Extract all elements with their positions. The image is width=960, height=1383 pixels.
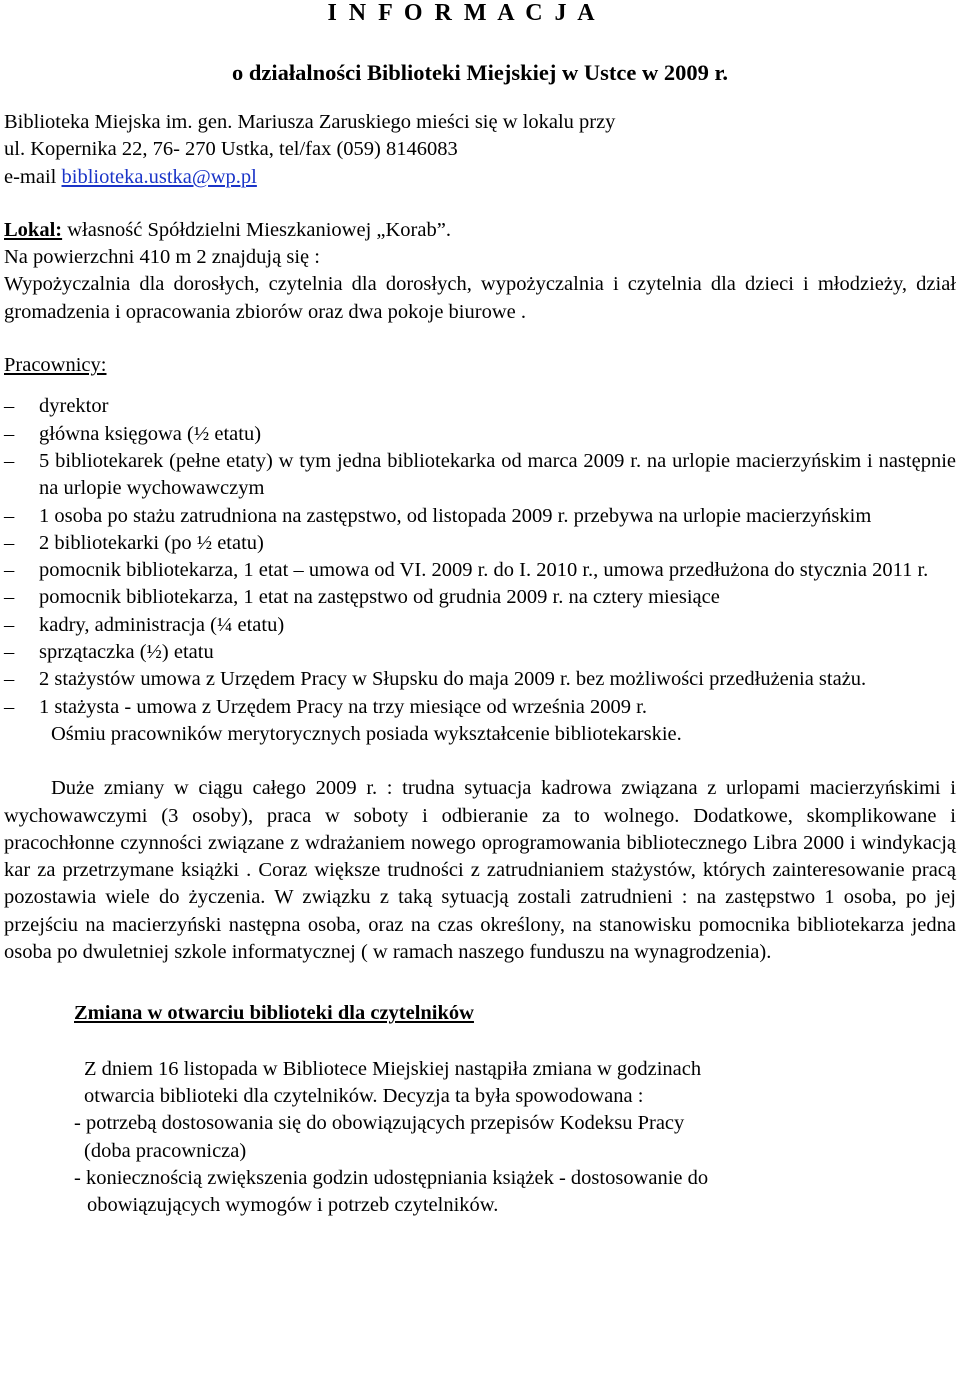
opening-reason-2-cont: obowiązujących wymogów i potrzeb czytelników. xyxy=(87,1194,499,1217)
staff-heading: Pracownicy: xyxy=(4,354,107,377)
premises-line xyxy=(4,217,956,244)
premises-label: Lokal: xyxy=(4,218,63,241)
dash-bullet: – xyxy=(4,504,15,527)
staff-item: – 1 osoba po stażu zatrudniona na zastępstwo, od listopada 2009 r. przebywa na urlopie macierzyńskim xyxy=(4,503,956,530)
address-line-2: ul. Kopernika 22, 76- 270 Ustka, tel/fax (059) 8146083 xyxy=(4,138,458,161)
email-line xyxy=(4,164,956,191)
page-title: I N F O R M A C J A xyxy=(327,0,598,26)
staff-item: – główna księgowa (½ etatu) xyxy=(4,421,956,448)
dash-bullet: – xyxy=(4,559,15,582)
opening-reason-1: - potrzebą dostosowania się do obowiązujących przepisów Kodeksu Pracy xyxy=(74,1112,685,1135)
staff-item: – dyrektor xyxy=(4,393,956,420)
staff-item: – sprzątaczka (½) etatu xyxy=(4,639,956,666)
staff-item: – pomocnik bibliotekarza, 1 etat na zastępstwo od grudnia 2009 r. na cztery miesiące xyxy=(4,584,956,611)
staff-item: – 1 stażysta - umowa z Urzędem Pracy na trzy miesiące od września 2009 r. xyxy=(4,694,956,721)
dash-bullet: – xyxy=(4,613,15,636)
opening-section xyxy=(4,1056,956,1220)
dash-bullet: – xyxy=(4,586,15,609)
dash-bullet: – xyxy=(4,531,15,554)
changes-paragraph: Duże zmiany w ciągu całego 2009 r. : trudna sytuacja kadrowa związana z urlopami macierzyńskimi i wychowawczymi (3 osoby), praca w soboty i odbieranie za to wolnego. Dodatkowe, skomplikowane i pracochłonne czynności związane z wdrażaniem nowego oprogramowania bibliotecznego Libra 2000 i windykacją kar za przetrzymane książki . Coraz większe trudności z zatrudnianiem stażystów, których zainteresowanie pracą pozostawia wiele do życzenia. W związku z taką sytuacją zostali zatrudnieni : na zastępstwo 1 osoba, po jej przejściu na macierzyński następna osoba, oraz na czas określony, na stanowisku pomocnika bibliotekarza jedna osoba po dwuletniej szkole informatycznej ( w ramach naszego funduszu na wynagrodzenia). xyxy=(4,777,956,964)
opening-reason-2: - koniecznością zwiększenia godzin udostępniania książek - dostosowanie do xyxy=(74,1166,709,1189)
page-subtitle: o działalności Biblioteki Miejskiej w Ustce w 2009 r. xyxy=(231,60,728,85)
opening-line-1: Z dniem 16 listopada w Bibliotece Miejskiej nastąpiła zmiana w godzinach xyxy=(84,1057,702,1080)
dash-bullet: – xyxy=(4,668,15,691)
dash-bullet: – xyxy=(4,695,15,718)
staff-item: – kadry, administracja (¼ etatu) xyxy=(4,612,956,639)
dash-bullet: – xyxy=(4,422,15,445)
opening-reason-1-cont: (doba pracownicza) xyxy=(84,1139,247,1162)
dash-bullet: – xyxy=(4,449,15,472)
email-label: e-mail xyxy=(4,165,62,188)
email-link[interactable]: biblioteka.ustka@wp.pl xyxy=(61,165,257,188)
staff-item: – 2 stażystów umowa z Urzędem Pracy w Słupsku do maja 2009 r. bez możliwości przedłużenia stażu. xyxy=(4,666,956,693)
address-line-1: Biblioteka Miejska im. gen. Mariusza Zaruskiego mieści się w lokalu przy xyxy=(4,111,616,133)
premises-owner: własność Spółdzielni Mieszkaniowej „Korab”. xyxy=(62,218,451,241)
premises-rooms: Wypożyczalnia dla dorosłych, czytelnia dla dorosłych, wypożyczalnia i czytelnia dla dzieci i młodzieży, dział gromadzenia i opracowania zbiorów oraz dwa pokoje biurowe . xyxy=(4,273,956,323)
premises-area: Na powierzchni 410 m 2 znajdują się : xyxy=(4,246,320,269)
opening-line-2: otwarcia biblioteki dla czytelników. Decyzja ta była spowodowana : xyxy=(84,1084,644,1107)
staff-item: – 5 bibliotekarek (pełne etaty) w tym jedna bibliotekarka od marca 2009 r. na urlopie macierzyńskim i następnie na urlopie wychowawczym xyxy=(4,449,956,500)
staff-summary: Ośmiu pracowników merytorycznych posiada wykształcenie bibliotekarskie. xyxy=(51,722,682,745)
staff-item: – pomocnik bibliotekarza, 1 etat – umowa od VI. 2009 r. do I. 2010 r., umowa przedłużona do stycznia 2011 r. xyxy=(4,557,956,584)
document-page xyxy=(4,0,956,1219)
staff-list xyxy=(4,393,956,721)
opening-heading: Zmiana w otwarciu biblioteki dla czytelników xyxy=(74,1002,474,1025)
dash-bullet: – xyxy=(4,641,15,664)
staff-item: – 2 bibliotekarki (po ½ etatu) xyxy=(4,530,956,557)
dash-bullet: – xyxy=(4,395,15,418)
